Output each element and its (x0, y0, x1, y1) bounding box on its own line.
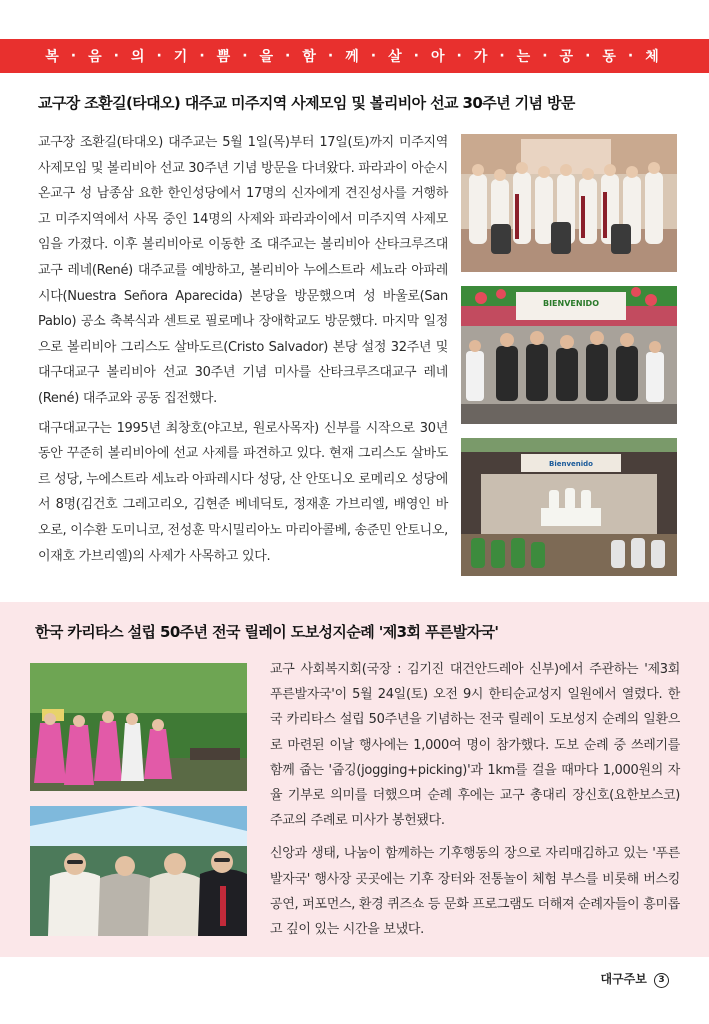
publication-name: 대구주보 (600, 972, 647, 986)
header-banner (0, 39, 709, 73)
banner-separator: · (113, 48, 124, 64)
banner-separator: · (242, 48, 253, 64)
banner-char: 아 (430, 49, 450, 65)
banner-char: 동 (602, 49, 621, 65)
photo-children-welcome (461, 286, 677, 424)
article1-paragraph-1: 교구장 조환길(타대오) 대주교는 5월 1일(목)부터 17일(토)까지 미주지역 사제모임 및 볼리비아 선교 30주년 기념 방문을 다녀왔다. 파라과이 아순시온교구 성 남종삼 요한 한인성당에서 17명의 신자에게 견진성사를 거행하고 미주지역에서 사목 중인 14명의 사제와 파라과이에서 미주지역 사제모임을 가졌다. 이후 볼리비아로 이동한 조 대주교는 볼리비아 산타크루즈대교구 레네(René) 대주교를 예방하고, 볼리비아 누에스트라 세뇨라 아파레시다(Nuestra Señora Aparecida) 본당을 방문했으며 성 바울로(San Pablo) 공소 축복식과 센트로 필로메나 장애학교도 방문했다. 마지막 일정으로 볼리비아 그리스도 살바도르(Cristo Salvador) 본당 설정 32주년 및 대구대교구 볼리비아 선교 30주년 기념 미사를 산타크루즈대교구 레네(René) 대주교와 공동 집전했다. (38, 135, 448, 406)
mass-banner-text: Bienvenido (549, 460, 593, 468)
article1-paragraph-2: 대구대교구는 1995년 최창호(야고보, 원로사목자) 신부를 시작으로 30년 동안 꾸준히 볼리비아에 선교 사제를 파견하고 있다. 현재 그리스도 살바도르 성당, 누에스트라 세뇨라 아파레시다 성당, 산 안또니오 로메리오 성당에서 8명(김건호 그레고리오, 김현준 베네딕토, 정재훈 가브리엘, 배영인 바오로, 이수환 도미니코, 전성훈 막시밀리아노 마리아콜베, 송준민 안토니오, 이재호 가브리엘)의 사제가 사목하고 있다. (38, 420, 448, 564)
banner-separator: · (327, 48, 339, 64)
article2-paragraph-2: 신앙과 생태, 나눔이 함께하는 기후행동의 장으로 자리매김하고 있는 '푸른발자국' 행사장 곳곳에는 기후 장터와 전통놀이 체험 부스를 비롯해 버스킹 공연, 퍼포먼스, 환경 퀴즈쇼 등 문화 프로그램도 더해져 순례자들이 흥미롭고 깊이 있는 시간을 보냈다. (270, 846, 680, 938)
banner-char: 공 (559, 49, 579, 65)
banner-separator: · (456, 48, 467, 64)
banner-char: 께 (345, 49, 364, 65)
article2-paragraph-1: 교구 사회복지회(국장 : 김기진 대건안드레아 신부)에서 주관하는 '제3회 푸른발자국'이 5월 24일(토) 오전 9시 한티순교성지 일원에서 열렸다. 한국 카리타스 설립 50주년을 기념하는 전국 릴레이 도보성지 순례의 일환으로 마련된 이날 행사에는 1,000여 명이 참가했다. 도보 순례 중 쓰레기를 함께 줍는 '줍깅(jogging+picking)'과 1km를 걸을 때마다 1,000원의 자율 기부로 의미를 더했으며 순례 후에는 교구 총대리 장신호(요한보스코) 주교의 주례로 미사가 봉헌됐다. (270, 662, 680, 829)
banner-separator: · (542, 48, 553, 64)
article2-body (270, 657, 680, 942)
banner-char: 살 (388, 49, 407, 65)
banner-char: 을 (259, 49, 279, 65)
banner-separator: · (585, 48, 596, 64)
banner-separator: · (156, 48, 167, 64)
banner-char: 기 (173, 49, 193, 65)
photo-mass-celebration (461, 438, 677, 576)
banner-char: 음 (88, 49, 107, 65)
photo-pilgrims-raincoats (30, 663, 247, 791)
banner-char: 는 (516, 49, 536, 65)
banner-separator: · (70, 48, 82, 64)
welcome-banner-text: BIENVENIDO (542, 299, 600, 308)
photo-booth-visitors (30, 806, 247, 936)
banner-char: 쁨 (216, 49, 236, 65)
banner-separator: · (285, 48, 296, 64)
article1-body (38, 130, 448, 569)
banner-separator: · (627, 48, 639, 64)
page-footer (600, 970, 669, 988)
banner-separator: · (499, 48, 510, 64)
article2-title: 한국 카리타스 설립 50주년 전국 릴레이 도보성지순례 '제3회 푸른발자국' (35, 623, 499, 641)
banner-char: 의 (130, 49, 150, 65)
banner-separator: · (413, 48, 424, 64)
banner-char: 복 (45, 49, 64, 65)
banner-char: 체 (645, 49, 664, 65)
page-number: 3 (654, 973, 669, 988)
banner-separator: · (370, 48, 382, 64)
banner-char: 함 (302, 49, 321, 65)
banner-separator: · (199, 48, 210, 64)
photo-priests-group (461, 134, 677, 272)
banner-char: 가 (473, 49, 493, 65)
article1-title: 교구장 조환길(타대오) 대주교 미주지역 사제모임 및 볼리비아 선교 30주년 기념 방문 (38, 94, 575, 112)
